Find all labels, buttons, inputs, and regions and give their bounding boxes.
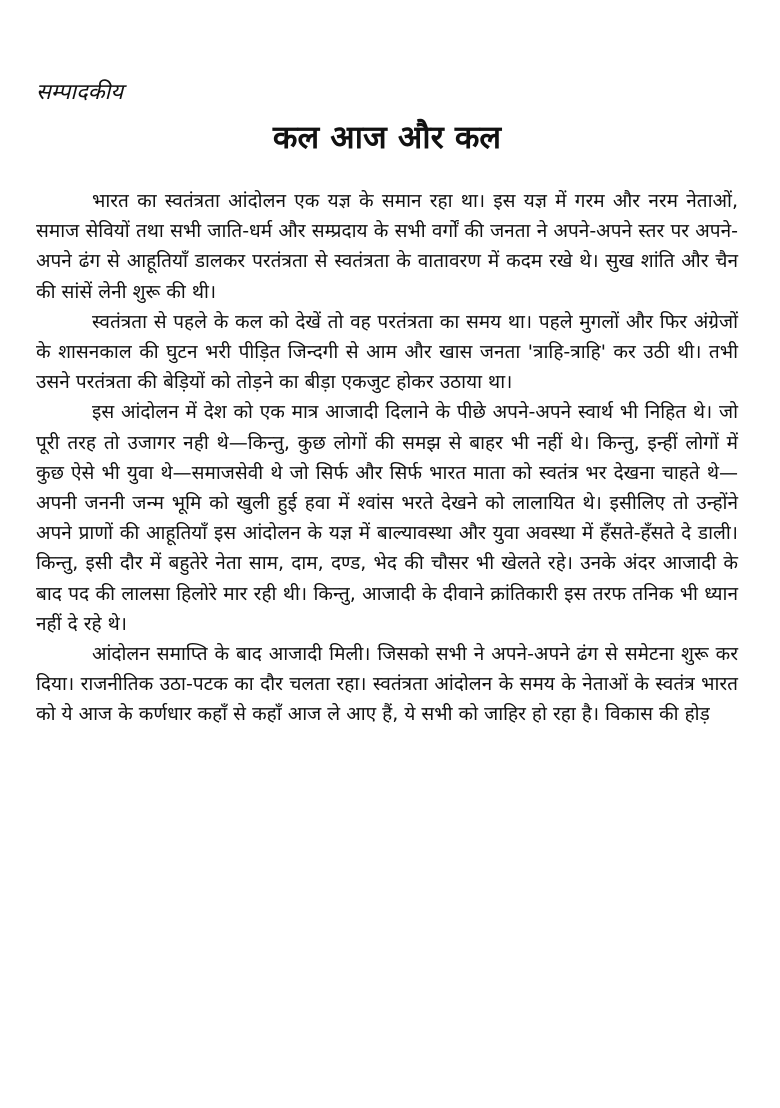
paragraph-4: आंदोलन समाप्ति के बाद आजादी मिली। जिसको सभी ने अपने-अपने ढंग से समेटना शुरू कर दिया। राजनीतिक उठा-पटक का दौर चलता रहा। स्वतंत्रता आंदोलन के समय के नेताओं के स्वतंत्र भारत को ये आज के कर्णधार कहाँ से कहाँ आज ले आए हैं, ये सभी को जाहिर हो रहा है। विकास की होड़ xyxy=(36,643,738,726)
paragraph-3: इस आंदोलन में देश को एक मात्र आजादी दिलाने के पीछे अपने-अपने स्वार्थ भी निहित थे। जो पूरी तरह तो उजागर नही थे—किन्तु, कुछ लोगों की समझ से बाहर भी नहीं थे। किन्तु, इन्हीं लोगों में कुछ ऐसे भी युवा थे—समाजसेवी थे जो सिर्फ और सिर्फ भारत माता को स्वतंत्र भर देखना चाहते थे—अपनी जननी जन्म भूमि को खुली हुई हवा में श्वांस भरते देखने को लालायित थे। इसीलिए तो उन्होंने अपने प्राणों की आहूतियाँ इस आंदोलन के यज्ञ में बाल्यावस्था और युवा अवस्था में हँसते-हँसते दे डाली। किन्तु, इसी दौर में बहुतेरे नेता साम, दाम, दण्ड, भेद की चौसर भी खेलते रहे। उनके अंदर आजादी के बाद पद की लालसा हिलोरे मार रही थी। किन्तु, आजादी के दीवाने क्रांतिकारी इस तरफ तनिक भी ध्यान नहीं दे रहे थे। xyxy=(36,401,738,635)
paragraph-1: भारत का स्वतंत्रता आंदोलन एक यज्ञ के समान रहा था। इस यज्ञ में गरम और नरम नेताओं, समाज सेवियों तथा सभी जाति-धर्म और सम्प्रदाय के सभी वर्गों की जनता ने अपने-अपने स्तर पर अपने-अपने ढंग से आहूतियाँ डालकर परतंत्रता से स्वतंत्रता के वातावरण में कदम रखे थे। सुख शांति और चैन की सांसें लेनी शुरू की थी। xyxy=(36,190,738,303)
paragraph-2: स्वतंत्रता से पहले के कल को देखें तो वह परतंत्रता का समय था। पहले मुगलों और फिर अंग्रेजों के शासनकाल की घुटन भरी पीड़ित जिन्दगी से आम और खास जनता 'त्राहि-त्राहि' कर उठी थी। तभी उसने परतंत्रता की बेड़ियों को तोड़ने का बीड़ा एकजुट होकर उठाया था। xyxy=(36,310,738,394)
article-title: कल आज और कल xyxy=(272,118,502,156)
section-label: सम्पादकीय xyxy=(36,80,124,105)
article-body xyxy=(36,186,738,730)
